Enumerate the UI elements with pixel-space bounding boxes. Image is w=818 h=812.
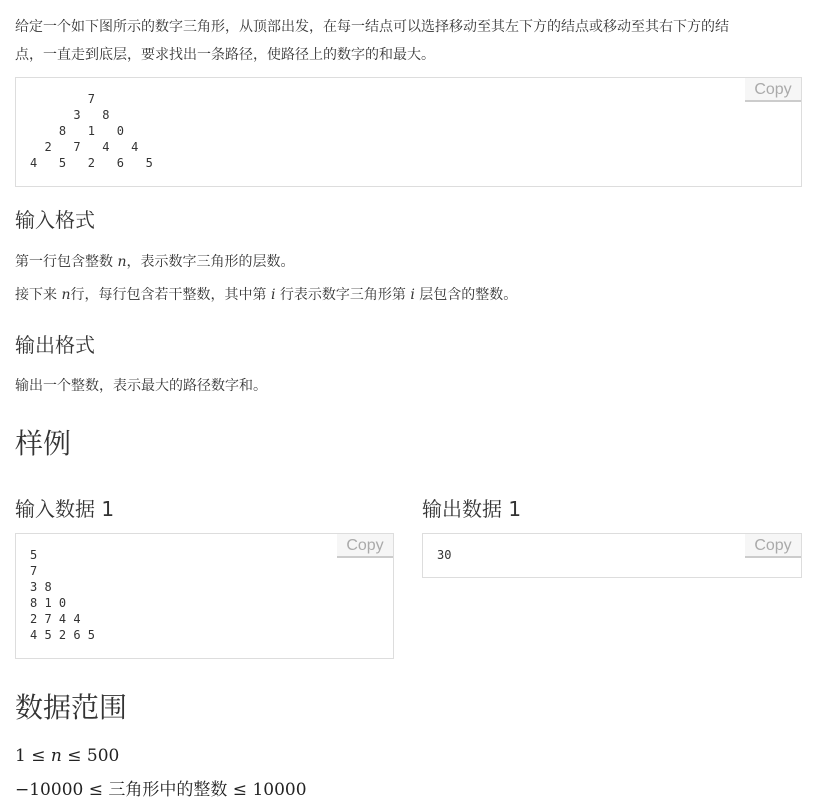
triangle-code-block: [15, 77, 802, 187]
sample-output-block: [422, 533, 802, 578]
input-format-line-1: 第一行包含整数 n，表示数字三角形的层数。: [15, 254, 295, 270]
samples-heading: 样例: [15, 427, 72, 460]
sample-input-code: 5 7 3 8 8 1 0 2 7 4 4 4 5 2 6 5: [30, 548, 96, 642]
copy-button[interactable]: Copy: [745, 534, 801, 558]
sample-input-block: [15, 533, 394, 659]
sample-output-heading: 输出数据 1: [422, 497, 522, 521]
intro-line-1: 给定一个如下图所示的数字三角形，从顶部出发，在每一结点可以选择移动至其左下方的结点或移动至其右下方的结: [15, 19, 729, 35]
range-constraint-1: 1 ≤ n ≤ 500: [15, 746, 120, 766]
triangle-code: 7 3 8 8 1 0 2 7 4 4 4 5 2 6 5: [30, 92, 153, 170]
output-format-line-1: 输出一个整数，表示最大的路径数字和。: [15, 378, 267, 394]
input-format-line-2: 接下来 n行，每行包含若干整数，其中第 i 行表示数字三角形第 i 层包含的整数。: [15, 287, 518, 303]
range-constraint-2: −10000 ≤ 三角形中的整数 ≤ 10000: [15, 780, 307, 800]
sample-input-heading: 输入数据 1: [15, 497, 115, 521]
output-format-heading: 输出格式: [15, 333, 95, 357]
sample-output-code: 30: [437, 548, 452, 562]
copy-button[interactable]: Copy: [745, 78, 801, 102]
input-format-heading: 输入格式: [15, 208, 95, 232]
range-heading: 数据范围: [15, 691, 128, 724]
copy-button[interactable]: Copy: [337, 534, 393, 558]
intro-line-2: 点，一直走到底层，要求找出一条路径，使路径上的数字的和最大。: [15, 47, 435, 63]
